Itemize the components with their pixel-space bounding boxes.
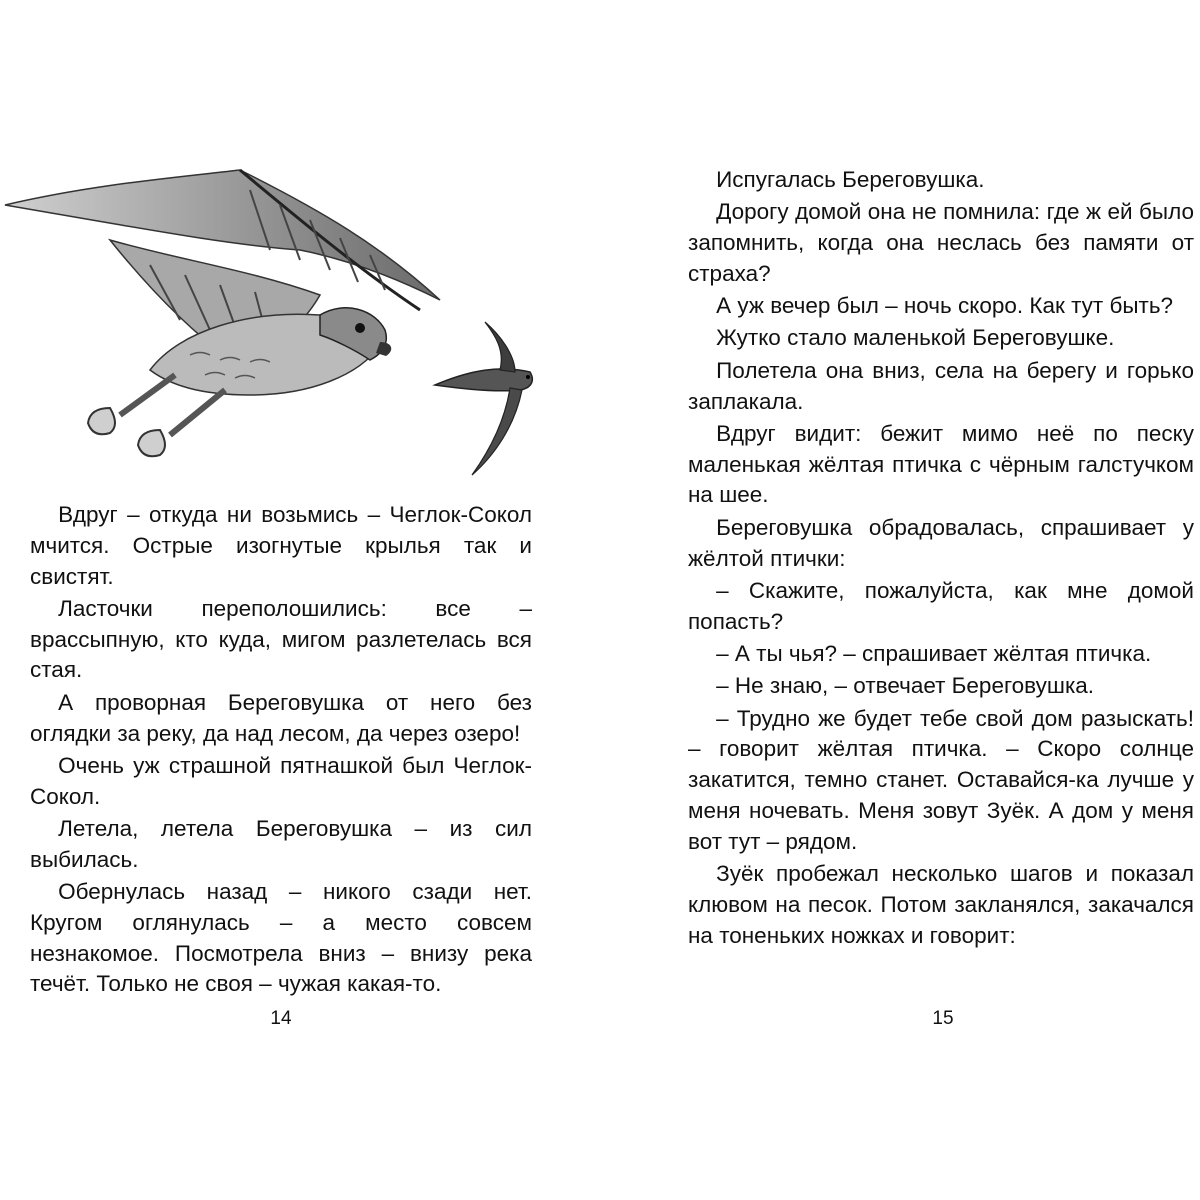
paragraph: Ласточки переполошились: все – врассыпную, кто куда, мигом разлетелась вся стая. <box>30 595 532 683</box>
paragraph: Дорогу домой она не помнила: где ж ей было запомнить, когда она неслась без памяти от страха? <box>688 199 1194 286</box>
paragraph: Жутко стало маленькой Береговушке. <box>716 325 1115 351</box>
paragraph: А уж вечер был – ночь скоро. Как тут быть? <box>716 293 1174 319</box>
paragraph: – Скажите, пожалуйста, как мне домой попасть? <box>688 577 1194 634</box>
paragraph: – А ты чья? – спрашивает жёлтая птичка. <box>716 640 1152 666</box>
paragraph: – Трудно же будет тебе свой дом разыскать! – говорит жёлтая птичка. – Скоро солнце закатится, темно станет. Оставайся-ка лучше у меня ночевать. Меня зовут Зуёк. А дом у меня вот тут – рядом. <box>688 705 1194 854</box>
page-number-left: 14 <box>270 1008 292 1029</box>
paragraph: Вдруг – откуда ни возьмись – Чеглок-Сокол мчится. Острые изогнутые крылья так и свистят. <box>30 502 532 589</box>
paragraph: Испугалась Береговушка. <box>716 167 985 192</box>
page-number-right: 15 <box>932 1008 954 1029</box>
right-page-text <box>688 165 1194 953</box>
paragraph: – Не знаю, – отвечает Береговушка. <box>716 673 1095 699</box>
right-page <box>600 0 1200 1200</box>
paragraph: Полетела она вниз, села на берегу и горько заплакала. <box>688 357 1194 414</box>
paragraph: Вдруг видит: бежит мимо неё по песку маленькая жёлтая птичка с чёрным галстучком на шее. <box>688 420 1194 508</box>
paragraph: А проворная Береговушка от него без оглядки за реку, да над лесом, да через озеро! <box>30 689 532 746</box>
falcon-swallow-illustration <box>0 150 560 490</box>
paragraph: Летела, летела Береговушка – из сил выбилась. <box>30 815 532 872</box>
paragraph: Обернулась назад – никого сзади нет. Кругом оглянулась – а место совсем незнакомое. Посмотрела вниз – внизу река течёт. Только не своя – чужая какая-то. <box>30 879 532 997</box>
paragraph: Очень уж страшной пятнашкой был Чеглок-Сокол. <box>30 752 532 809</box>
falcon-figure <box>5 170 440 456</box>
left-page-text <box>30 500 532 1002</box>
swallow-figure <box>435 322 532 475</box>
paragraph: Береговушка обрадовалась, спрашивает у жёлтой птички: <box>688 514 1194 571</box>
paragraph: Зуёк пробежал несколько шагов и показал клювом на песок. Потом закланялся, закачался на тоненьких ножках и говорит: <box>688 861 1194 948</box>
